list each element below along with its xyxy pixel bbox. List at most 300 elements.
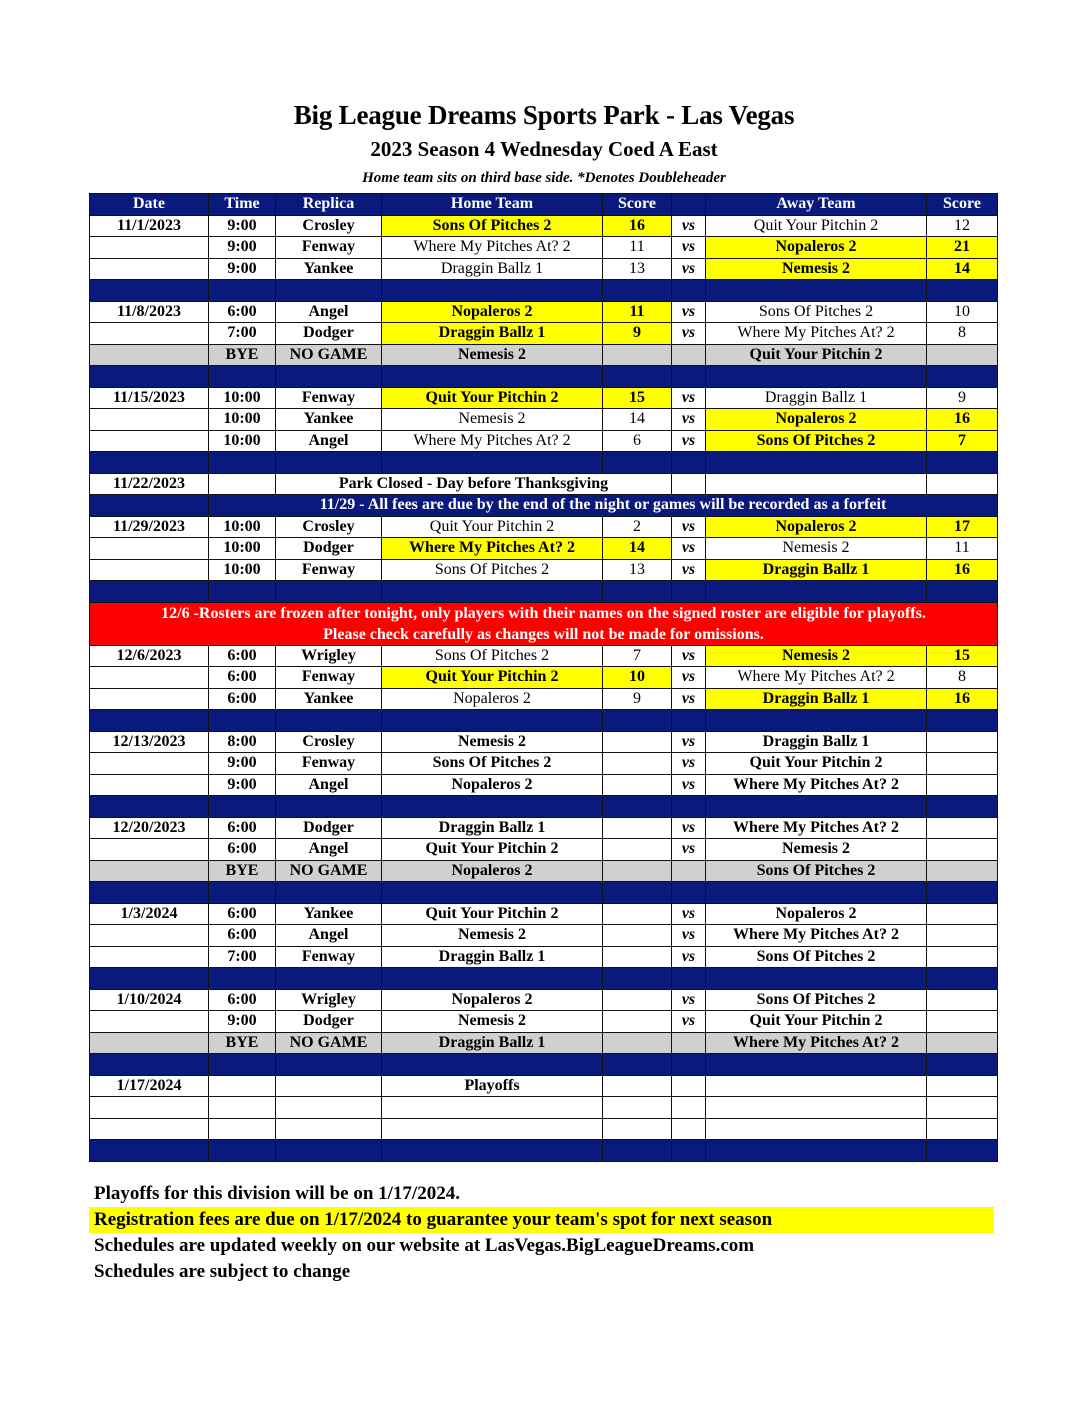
home-score: 14 bbox=[603, 538, 672, 560]
week-divider-row bbox=[90, 366, 998, 388]
divider-cell bbox=[672, 280, 706, 302]
game-date: 1/10/2024 bbox=[90, 989, 209, 1011]
away-score bbox=[927, 344, 998, 366]
game-row bbox=[90, 989, 998, 1011]
game-row bbox=[90, 753, 998, 775]
game-date bbox=[90, 409, 209, 431]
home-score bbox=[603, 1032, 672, 1054]
away-score bbox=[927, 860, 998, 882]
game-field: Crosley bbox=[276, 215, 382, 237]
away-team: Draggin Ballz 1 bbox=[706, 559, 927, 581]
game-field: Dodger bbox=[276, 1011, 382, 1033]
game-time bbox=[209, 1118, 276, 1140]
away-score: 16 bbox=[927, 559, 998, 581]
game-row bbox=[90, 323, 998, 345]
vs-cell: vs bbox=[672, 667, 706, 689]
vs-cell: vs bbox=[672, 946, 706, 968]
vs-cell: vs bbox=[672, 753, 706, 775]
game-row bbox=[90, 1097, 998, 1119]
divider-cell bbox=[90, 968, 209, 990]
vs-cell: vs bbox=[672, 301, 706, 323]
game-row bbox=[90, 946, 998, 968]
game-field: Yankee bbox=[276, 258, 382, 280]
game-date bbox=[90, 430, 209, 452]
week-divider-row bbox=[90, 968, 998, 990]
game-date bbox=[90, 667, 209, 689]
game-time: 9:00 bbox=[209, 753, 276, 775]
home-team: Quit Your Pitchin 2 bbox=[382, 387, 603, 409]
home-team: Quit Your Pitchin 2 bbox=[382, 839, 603, 861]
home-score: 10 bbox=[603, 667, 672, 689]
schedule-note: Home team sits on third base side. *Denotes Doubleheader bbox=[362, 170, 726, 186]
vs-cell: vs bbox=[672, 409, 706, 431]
game-field: Fenway bbox=[276, 559, 382, 581]
away-team bbox=[706, 1097, 927, 1119]
divider-cell bbox=[209, 581, 276, 603]
game-time bbox=[209, 1075, 276, 1097]
home-team: Playoffs bbox=[382, 1075, 603, 1097]
divider-cell bbox=[672, 366, 706, 388]
game-field: Fenway bbox=[276, 667, 382, 689]
footer-change-note: Schedules are subject to change bbox=[94, 1261, 351, 1282]
divider-cell bbox=[672, 710, 706, 732]
game-field: Dodger bbox=[276, 538, 382, 560]
away-team: Sons Of Pitches 2 bbox=[706, 301, 927, 323]
home-team: Sons Of Pitches 2 bbox=[382, 215, 603, 237]
game-date bbox=[90, 1011, 209, 1033]
home-team: Nopaleros 2 bbox=[382, 688, 603, 710]
bye-row bbox=[90, 860, 998, 882]
home-team: Nemesis 2 bbox=[382, 1011, 603, 1033]
game-time: 6:00 bbox=[209, 688, 276, 710]
home-score: 9 bbox=[603, 323, 672, 345]
away-team: Quit Your Pitchin 2 bbox=[706, 753, 927, 775]
game-date: 11/29/2023 bbox=[90, 516, 209, 538]
home-team: Quit Your Pitchin 2 bbox=[382, 667, 603, 689]
home-score bbox=[603, 1011, 672, 1033]
divider-cell bbox=[209, 280, 276, 302]
game-field: Angel bbox=[276, 301, 382, 323]
divider-cell bbox=[603, 1054, 672, 1076]
away-score bbox=[927, 753, 998, 775]
away-team: Quit Your Pitchin 2 bbox=[706, 215, 927, 237]
page-subtitle: 2023 Season 4 Wednesday Coed A East bbox=[370, 137, 718, 161]
away-score bbox=[927, 839, 998, 861]
divider-cell bbox=[603, 366, 672, 388]
week-divider-row bbox=[90, 452, 998, 474]
divider-cell bbox=[382, 796, 603, 818]
home-team: Sons Of Pitches 2 bbox=[382, 559, 603, 581]
divider-cell bbox=[927, 968, 998, 990]
away-team: Sons Of Pitches 2 bbox=[706, 860, 927, 882]
away-team: Quit Your Pitchin 2 bbox=[706, 344, 927, 366]
vs-cell: vs bbox=[672, 559, 706, 581]
vs-cell: vs bbox=[672, 903, 706, 925]
game-date bbox=[90, 237, 209, 259]
game-field: Angel bbox=[276, 839, 382, 861]
divider-cell bbox=[382, 710, 603, 732]
divider-cell bbox=[90, 280, 209, 302]
vs-cell: vs bbox=[672, 215, 706, 237]
game-date bbox=[90, 323, 209, 345]
home-team: Draggin Ballz 1 bbox=[382, 817, 603, 839]
game-time: 6:00 bbox=[209, 903, 276, 925]
game-time: 9:00 bbox=[209, 237, 276, 259]
game-field: Fenway bbox=[276, 237, 382, 259]
game-field: Angel bbox=[276, 430, 382, 452]
game-time: 6:00 bbox=[209, 645, 276, 667]
away-score bbox=[927, 817, 998, 839]
divider-cell bbox=[927, 1140, 998, 1162]
header-replica: Replica bbox=[276, 194, 382, 216]
game-date: 11/8/2023 bbox=[90, 301, 209, 323]
divider-cell bbox=[927, 581, 998, 603]
divider-cell bbox=[706, 366, 927, 388]
divider-cell bbox=[603, 280, 672, 302]
game-row bbox=[90, 215, 998, 237]
header-home-team: Home Team bbox=[382, 194, 603, 216]
game-row bbox=[90, 387, 998, 409]
divider-cell bbox=[672, 1140, 706, 1162]
game-row bbox=[90, 925, 998, 947]
week-divider-row bbox=[90, 796, 998, 818]
game-date: 11/15/2023 bbox=[90, 387, 209, 409]
vs-cell: vs bbox=[672, 774, 706, 796]
game-time: 9:00 bbox=[209, 258, 276, 280]
divider-cell bbox=[276, 1140, 382, 1162]
game-field: Fenway bbox=[276, 753, 382, 775]
game-time: 6:00 bbox=[209, 301, 276, 323]
game-row bbox=[90, 774, 998, 796]
away-team: Where My Pitches At? 2 bbox=[706, 817, 927, 839]
bye-row bbox=[90, 1032, 998, 1054]
divider-cell bbox=[90, 495, 209, 517]
week-divider-row bbox=[90, 1140, 998, 1162]
home-team bbox=[382, 1097, 603, 1119]
away-team: Nopaleros 2 bbox=[706, 903, 927, 925]
vs-cell: vs bbox=[672, 516, 706, 538]
divider-cell bbox=[927, 452, 998, 474]
divider-cell bbox=[927, 796, 998, 818]
home-score: 9 bbox=[603, 688, 672, 710]
away-score: 11 bbox=[927, 538, 998, 560]
away-score: 21 bbox=[927, 237, 998, 259]
vs-cell: vs bbox=[672, 731, 706, 753]
home-score: 15 bbox=[603, 387, 672, 409]
game-time: BYE bbox=[209, 1032, 276, 1054]
game-field: Wrigley bbox=[276, 989, 382, 1011]
away-team: Nemesis 2 bbox=[706, 258, 927, 280]
game-field: Yankee bbox=[276, 688, 382, 710]
divider-cell bbox=[276, 882, 382, 904]
divider-cell bbox=[276, 1054, 382, 1076]
home-team: Quit Your Pitchin 2 bbox=[382, 903, 603, 925]
divider-cell bbox=[90, 581, 209, 603]
away-team: Where My Pitches At? 2 bbox=[706, 774, 927, 796]
divider-cell bbox=[209, 1140, 276, 1162]
footer-playoffs-note: Playoffs for this division will be on 1/17/2024. bbox=[94, 1183, 460, 1204]
divider-cell bbox=[672, 1054, 706, 1076]
game-row bbox=[90, 839, 998, 861]
roster-alert-line: 12/6 -Rosters are frozen after tonight, only players with their names on the signed roster are eligible for playoffs. bbox=[161, 604, 926, 622]
game-row bbox=[90, 817, 998, 839]
divider-cell bbox=[603, 452, 672, 474]
divider-cell bbox=[276, 366, 382, 388]
home-score bbox=[603, 731, 672, 753]
header-home-score: Score bbox=[603, 194, 672, 216]
divider-cell bbox=[90, 1140, 209, 1162]
game-time: 10:00 bbox=[209, 430, 276, 452]
home-team: Draggin Ballz 1 bbox=[382, 1032, 603, 1054]
home-team: Sons Of Pitches 2 bbox=[382, 645, 603, 667]
game-row bbox=[90, 258, 998, 280]
away-team: Sons Of Pitches 2 bbox=[706, 430, 927, 452]
game-date: 11/1/2023 bbox=[90, 215, 209, 237]
home-score: 13 bbox=[603, 559, 672, 581]
game-field: Angel bbox=[276, 774, 382, 796]
divider-cell bbox=[603, 710, 672, 732]
away-score: 14 bbox=[927, 258, 998, 280]
game-field: Yankee bbox=[276, 409, 382, 431]
away-team: Draggin Ballz 1 bbox=[706, 387, 927, 409]
away-team bbox=[706, 1075, 927, 1097]
game-date bbox=[90, 559, 209, 581]
game-row bbox=[90, 1075, 998, 1097]
home-score: 13 bbox=[603, 258, 672, 280]
away-score bbox=[927, 1011, 998, 1033]
away-team: Draggin Ballz 1 bbox=[706, 688, 927, 710]
home-score bbox=[603, 925, 672, 947]
week-divider-row bbox=[90, 280, 998, 302]
home-team: Nemesis 2 bbox=[382, 925, 603, 947]
game-time bbox=[209, 473, 276, 495]
away-team bbox=[706, 1118, 927, 1140]
game-time: 6:00 bbox=[209, 925, 276, 947]
game-time: 10:00 bbox=[209, 559, 276, 581]
divider-cell bbox=[276, 796, 382, 818]
away-team: Quit Your Pitchin 2 bbox=[706, 1011, 927, 1033]
week-divider-row bbox=[90, 882, 998, 904]
game-field: NO GAME bbox=[276, 344, 382, 366]
divider-cell bbox=[706, 280, 927, 302]
vs-cell: vs bbox=[672, 258, 706, 280]
game-time: 8:00 bbox=[209, 731, 276, 753]
away-score: 17 bbox=[927, 516, 998, 538]
header-time: Time bbox=[209, 194, 276, 216]
home-team: Draggin Ballz 1 bbox=[382, 258, 603, 280]
divider-cell bbox=[209, 452, 276, 474]
schedule-table bbox=[89, 193, 998, 1162]
divider-cell bbox=[90, 796, 209, 818]
home-score bbox=[603, 344, 672, 366]
away-team: Nemesis 2 bbox=[706, 538, 927, 560]
game-row bbox=[90, 559, 998, 581]
divider-cell bbox=[706, 796, 927, 818]
divider-cell bbox=[927, 710, 998, 732]
home-score: 11 bbox=[603, 237, 672, 259]
divider-cell bbox=[672, 796, 706, 818]
away-score bbox=[927, 774, 998, 796]
divider-cell bbox=[603, 882, 672, 904]
page-title: Big League Dreams Sports Park - Las Vegas bbox=[293, 100, 795, 130]
divider-cell bbox=[90, 452, 209, 474]
game-field: Crosley bbox=[276, 731, 382, 753]
home-score bbox=[603, 946, 672, 968]
game-row bbox=[90, 409, 998, 431]
divider-cell bbox=[276, 968, 382, 990]
home-score bbox=[603, 753, 672, 775]
vs-cell: vs bbox=[672, 430, 706, 452]
game-row bbox=[90, 301, 998, 323]
divider-cell bbox=[90, 366, 209, 388]
home-score bbox=[603, 1118, 672, 1140]
game-time: 6:00 bbox=[209, 989, 276, 1011]
away-team: Where My Pitches At? 2 bbox=[706, 323, 927, 345]
game-field: NO GAME bbox=[276, 1032, 382, 1054]
home-score bbox=[603, 860, 672, 882]
divider-cell bbox=[927, 280, 998, 302]
game-date bbox=[90, 860, 209, 882]
game-date bbox=[90, 946, 209, 968]
vs-cell: vs bbox=[672, 237, 706, 259]
divider-cell bbox=[209, 1054, 276, 1076]
away-score bbox=[927, 1097, 998, 1119]
roster-alert-line: Please check carefully as changes will not be made for omissions. bbox=[323, 625, 764, 643]
week-divider-row bbox=[90, 581, 998, 603]
game-time: 6:00 bbox=[209, 667, 276, 689]
header-away-team: Away Team bbox=[706, 194, 927, 216]
away-score bbox=[927, 1118, 998, 1140]
game-row bbox=[90, 1011, 998, 1033]
game-date: 12/6/2023 bbox=[90, 645, 209, 667]
game-field: Wrigley bbox=[276, 645, 382, 667]
game-date bbox=[90, 1118, 209, 1140]
away-score: 9 bbox=[927, 387, 998, 409]
divider-cell bbox=[706, 1140, 927, 1162]
home-score: 6 bbox=[603, 430, 672, 452]
table-header-row bbox=[90, 194, 998, 216]
divider-cell bbox=[706, 710, 927, 732]
divider-cell bbox=[90, 882, 209, 904]
away-score: 12 bbox=[927, 215, 998, 237]
vs-cell bbox=[672, 344, 706, 366]
away-team bbox=[706, 473, 927, 495]
home-team: Nemesis 2 bbox=[382, 344, 603, 366]
away-score: 8 bbox=[927, 667, 998, 689]
away-team: Nemesis 2 bbox=[706, 645, 927, 667]
away-score: 15 bbox=[927, 645, 998, 667]
divider-cell bbox=[706, 882, 927, 904]
divider-cell bbox=[706, 1054, 927, 1076]
away-team: Where My Pitches At? 2 bbox=[706, 667, 927, 689]
home-score: 16 bbox=[603, 215, 672, 237]
away-team: Sons Of Pitches 2 bbox=[706, 989, 927, 1011]
game-time: 9:00 bbox=[209, 215, 276, 237]
game-row bbox=[90, 688, 998, 710]
home-score: 2 bbox=[603, 516, 672, 538]
game-row bbox=[90, 1118, 998, 1140]
home-score: 7 bbox=[603, 645, 672, 667]
away-team: Where My Pitches At? 2 bbox=[706, 925, 927, 947]
game-field: Dodger bbox=[276, 817, 382, 839]
home-team: Sons Of Pitches 2 bbox=[382, 753, 603, 775]
footer-website-note: Schedules are updated weekly on our website at LasVegas.BigLeagueDreams.com bbox=[94, 1235, 755, 1256]
game-time: BYE bbox=[209, 344, 276, 366]
home-team: Nemesis 2 bbox=[382, 409, 603, 431]
vs-cell: vs bbox=[672, 538, 706, 560]
divider-cell bbox=[209, 366, 276, 388]
vs-cell: vs bbox=[672, 989, 706, 1011]
header-away-score: Score bbox=[927, 194, 998, 216]
divider-cell bbox=[603, 1140, 672, 1162]
game-date bbox=[90, 925, 209, 947]
divider-cell bbox=[209, 710, 276, 732]
divider-cell bbox=[382, 1054, 603, 1076]
game-date: 1/17/2024 bbox=[90, 1075, 209, 1097]
game-field: NO GAME bbox=[276, 860, 382, 882]
divider-cell bbox=[706, 581, 927, 603]
divider-cell bbox=[90, 1054, 209, 1076]
game-date bbox=[90, 344, 209, 366]
away-score: 10 bbox=[927, 301, 998, 323]
divider-cell bbox=[209, 882, 276, 904]
game-row bbox=[90, 645, 998, 667]
game-time: 9:00 bbox=[209, 1011, 276, 1033]
away-team: Nopaleros 2 bbox=[706, 409, 927, 431]
vs-cell: vs bbox=[672, 645, 706, 667]
game-time: 6:00 bbox=[209, 839, 276, 861]
header-vs bbox=[672, 194, 706, 216]
game-field: Angel bbox=[276, 925, 382, 947]
game-row bbox=[90, 237, 998, 259]
fee-notice-text: 11/29 - All fees are due by the end of the night or games will be recorded as a forfeit bbox=[209, 495, 998, 517]
home-score: 11 bbox=[603, 301, 672, 323]
away-score bbox=[927, 731, 998, 753]
divider-cell bbox=[209, 968, 276, 990]
game-date: 12/20/2023 bbox=[90, 817, 209, 839]
game-date bbox=[90, 538, 209, 560]
away-team: Where My Pitches At? 2 bbox=[706, 1032, 927, 1054]
game-time: 7:00 bbox=[209, 323, 276, 345]
vs-cell bbox=[672, 1097, 706, 1119]
away-team: Nopaleros 2 bbox=[706, 516, 927, 538]
game-row bbox=[90, 516, 998, 538]
vs-cell bbox=[672, 1075, 706, 1097]
week-divider-row bbox=[90, 1054, 998, 1076]
home-team: Nopaleros 2 bbox=[382, 989, 603, 1011]
game-date bbox=[90, 753, 209, 775]
game-date bbox=[90, 688, 209, 710]
game-field: Fenway bbox=[276, 946, 382, 968]
home-score bbox=[603, 817, 672, 839]
away-score: 7 bbox=[927, 430, 998, 452]
game-row bbox=[90, 903, 998, 925]
divider-cell bbox=[672, 882, 706, 904]
game-field bbox=[276, 1118, 382, 1140]
schedule-body bbox=[90, 215, 998, 1161]
game-row bbox=[90, 430, 998, 452]
game-date bbox=[90, 774, 209, 796]
divider-cell bbox=[276, 280, 382, 302]
divider-cell bbox=[382, 280, 603, 302]
divider-cell bbox=[672, 581, 706, 603]
home-score: 14 bbox=[603, 409, 672, 431]
divider-cell bbox=[209, 796, 276, 818]
away-team: Draggin Ballz 1 bbox=[706, 731, 927, 753]
divider-cell bbox=[276, 710, 382, 732]
game-field: Fenway bbox=[276, 387, 382, 409]
home-score bbox=[603, 774, 672, 796]
